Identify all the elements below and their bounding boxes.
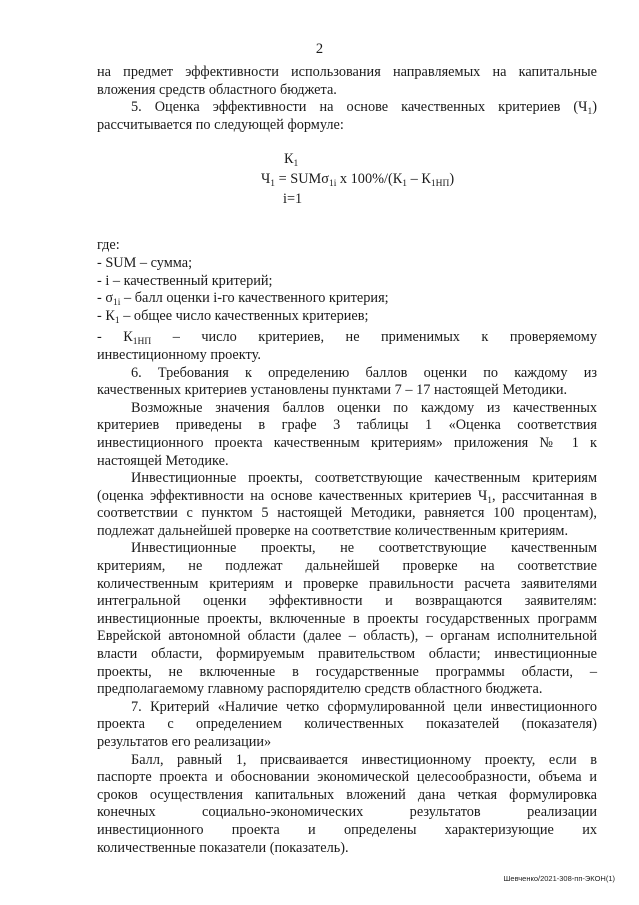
text-line: количественные показатели (показатель). (97, 839, 349, 856)
text-line: соответствии с пунктом 5 настоящей Методики, равняется 100 процентам), (97, 505, 597, 522)
document-body (97, 64, 597, 857)
formula-lower-limit: i=1 (283, 191, 303, 208)
formula (97, 147, 597, 225)
text-line: подлежат дальнейшей проверке на соответствие количественным критериям. (97, 522, 569, 539)
text-line: проекта с определением количественных показателей (показателя) (97, 716, 597, 733)
text-line: 7. Критерий «Наличие четко сформулированной цели инвестиционного (131, 698, 597, 715)
text-line: власти области, формируемым правительством области; инвестиционные (97, 646, 597, 663)
page-number: 2 (315, 41, 324, 57)
text-line: проекты, не включенные в государственные программы области, – (97, 663, 597, 680)
where-item: - i – качественный критерий; (97, 272, 273, 289)
where-item: - $\sigma_{1i}$ – балл оценки i-го качественного критерия; (97, 290, 389, 309)
document-footer-code: Шевченко/2021-308-пп-ЭКОН(1) (503, 874, 615, 883)
text-line: Возможные значения баллов оценки по каждому из качественных (131, 399, 597, 416)
text-line: инвестиционного проекта и определены характеризующие их (97, 821, 597, 838)
where-item: - $К_{1НП}$ – число критериев, не применимых к проверяемому (97, 329, 597, 348)
text-line: инвестиционному проекту. (97, 346, 261, 363)
text-line: количественным критериям и проверке правильности расчета заявителями (97, 575, 597, 592)
text-line: 6. Требования к определению баллов оценки по каждому из (131, 364, 597, 381)
text-line: (оценка эффективности на основе качественных критериев $Ч_1$, рассчитанная в (97, 487, 597, 506)
text-line: критериев приведены в графе 3 таблицы 1 «Оценка соответствия (97, 417, 597, 434)
where-label: где: (97, 237, 120, 254)
text-line: результатов его реализации» (97, 734, 272, 750)
text-line: конечных социально-экономических результатов реализации (97, 804, 597, 821)
text-line: инвестиционного проекта качественным критериям» приложения № 1 к (97, 434, 597, 451)
text-line: вложения средств областного бюджета. (97, 81, 337, 98)
text-line: Еврейской автономной области (далее – область), – органам исполнительной (97, 628, 597, 645)
text-line: качественных критериев установлены пунктами 7 – 17 настоящей Методики. (97, 382, 568, 399)
text-line: 5. Оценка эффективности на основе качественных критериев $(Ч_1)$ (131, 99, 597, 118)
text-line: Балл, равный 1, присваивается инвестиционному проекту, если в (131, 751, 597, 768)
text-line: интегральной оценки эффективности и возвращаются заявителям: (97, 593, 597, 610)
text-line: инвестиционные проекты, включенные в проекты государственных программ (97, 610, 597, 627)
text-line: сроков осуществления капитальных вложений дана четкая формулировка (97, 786, 597, 803)
text-line: паспорте проекта и обосновании экономической целесообразности, объема и (97, 769, 597, 786)
formula-expression: $Ч_1 = SUM\sigma_{1i}$ x $100\%/(К_1 - К_{1НП})$ (261, 171, 455, 190)
text-line: Инвестиционные проекты, не соответствующие качественным (131, 540, 597, 557)
text-line: рассчитывается по следующей формуле: (97, 116, 344, 133)
text-line: настоящей Методике. (97, 452, 229, 469)
text-line: предполагаемому главному распорядителю средств областного бюджета. (97, 681, 543, 698)
text-line: критериям, не подлежат дальнейшей проверке на соответствие (97, 558, 597, 575)
where-item: - $К_1$ – общее число качественных критериев; (97, 307, 369, 326)
formula-upper-limit: $К_1$ (284, 151, 299, 170)
where-item: - SUM – сумма; (97, 254, 193, 271)
text-line: Инвестиционные проекты, соответствующие качественным критериям (131, 470, 597, 487)
text-line: на предмет эффективности использования направляемых на капитальные (97, 64, 597, 80)
